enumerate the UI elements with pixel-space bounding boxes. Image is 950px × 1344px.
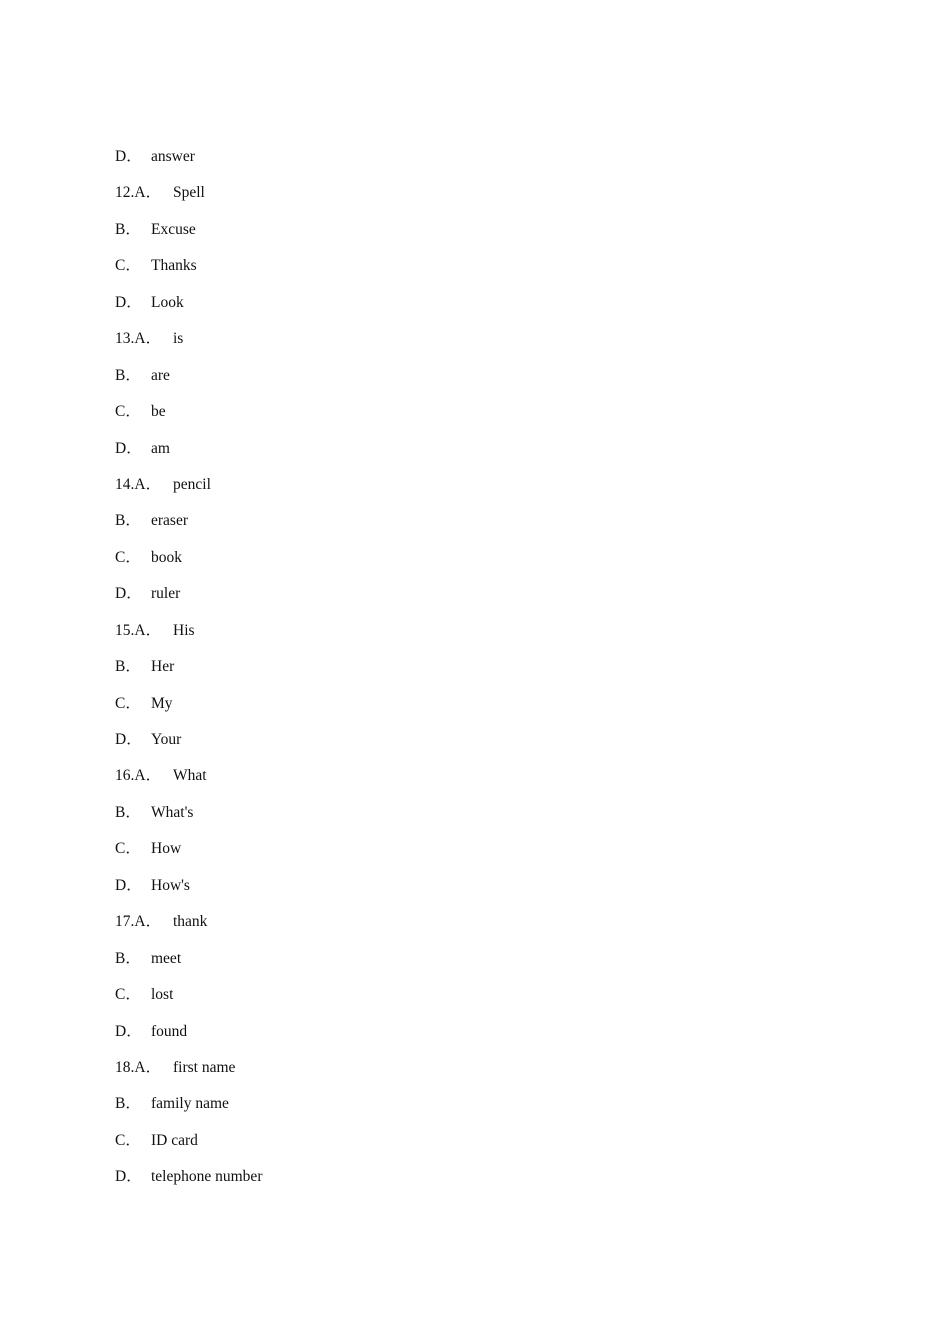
option-marker: D． — [115, 439, 142, 457]
question-option-line — [115, 764, 262, 800]
option-line — [115, 582, 262, 618]
option-marker: B． — [115, 220, 141, 238]
option-text: My — [151, 694, 173, 712]
option-marker: C． — [115, 257, 141, 275]
option-line — [115, 1165, 262, 1201]
option-marker: B． — [115, 366, 141, 384]
option-text: ruler — [151, 585, 181, 603]
option-line — [115, 692, 262, 728]
option-marker: 13.A． — [115, 330, 162, 348]
option-marker: 14.A． — [115, 475, 162, 493]
option-text: be — [151, 403, 166, 421]
option-marker: B． — [115, 803, 141, 821]
option-text: Her — [151, 658, 175, 676]
option-marker: D． — [115, 585, 142, 603]
option-text: Thanks — [151, 257, 197, 275]
option-text: How's — [151, 876, 190, 894]
option-line — [115, 874, 262, 910]
option-line — [115, 218, 262, 254]
question-option-line — [115, 1056, 262, 1092]
option-text: Your — [151, 731, 182, 748]
option-line — [115, 1129, 262, 1165]
option-marker: D． — [115, 148, 142, 165]
option-text: answer — [151, 148, 195, 165]
option-line — [115, 145, 262, 181]
option-line — [115, 655, 262, 691]
option-text: is — [173, 330, 184, 348]
option-text: meet — [151, 949, 182, 967]
option-text: thank — [173, 913, 208, 931]
option-text: eraser — [151, 512, 188, 530]
option-line — [115, 291, 262, 327]
option-line — [115, 983, 262, 1019]
option-line — [115, 728, 262, 764]
option-line — [115, 546, 262, 582]
option-text: ID card — [151, 1131, 198, 1149]
option-line — [115, 837, 262, 873]
option-marker: B． — [115, 949, 141, 967]
option-text: What — [173, 767, 207, 785]
option-text: am — [151, 439, 170, 457]
option-line — [115, 364, 262, 400]
option-marker: C． — [115, 986, 141, 1004]
option-marker: D． — [115, 1022, 142, 1040]
option-text: How — [151, 840, 182, 858]
option-marker: C． — [115, 840, 141, 858]
option-line — [115, 1020, 262, 1056]
option-line — [115, 254, 262, 290]
option-marker: 17.A． — [115, 913, 162, 931]
option-text: first name — [173, 1058, 236, 1076]
question-option-line — [115, 327, 262, 363]
option-marker: D． — [115, 293, 142, 311]
option-marker: 16.A． — [115, 767, 162, 785]
answer-options-list — [115, 145, 262, 1202]
question-option-line — [115, 619, 262, 655]
option-marker: B． — [115, 512, 141, 530]
option-text: are — [151, 366, 170, 384]
option-marker: C． — [115, 403, 141, 421]
option-marker: B． — [115, 658, 141, 676]
option-marker: B． — [115, 1095, 141, 1113]
question-option-line — [115, 181, 262, 217]
option-marker: C． — [115, 694, 141, 712]
option-line — [115, 801, 262, 837]
option-marker: 12.A． — [115, 184, 162, 202]
option-text: lost — [151, 986, 174, 1004]
option-text: found — [151, 1022, 188, 1040]
option-text: pencil — [173, 475, 211, 493]
option-marker: D． — [115, 731, 142, 748]
option-text: book — [151, 548, 182, 566]
question-option-line — [115, 473, 262, 509]
option-marker: 15.A． — [115, 621, 162, 639]
option-text: What's — [151, 803, 194, 821]
option-text: family name — [151, 1095, 229, 1113]
option-marker: C． — [115, 1131, 141, 1149]
option-line — [115, 947, 262, 983]
option-marker: D． — [115, 1168, 142, 1186]
option-text: His — [173, 621, 195, 639]
option-marker: C． — [115, 548, 141, 566]
option-line — [115, 437, 262, 473]
option-marker: D． — [115, 876, 142, 894]
option-text: Look — [151, 293, 184, 311]
question-option-line — [115, 910, 262, 946]
option-line — [115, 509, 262, 545]
option-text: telephone number — [151, 1168, 263, 1186]
option-line — [115, 1092, 262, 1128]
option-marker: 18.A． — [115, 1058, 162, 1076]
option-text: Spell — [173, 184, 205, 202]
option-text: Excuse — [151, 220, 196, 238]
option-line — [115, 400, 262, 436]
